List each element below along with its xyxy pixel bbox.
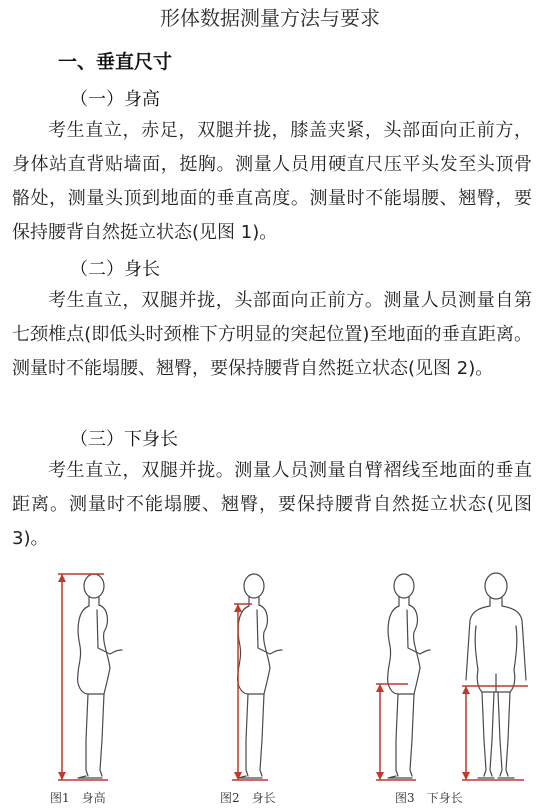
figure-3-caption xyxy=(395,789,463,806)
figure-1-height-illustration xyxy=(48,570,138,785)
page-title: 形体数据测量方法与要求 xyxy=(160,6,380,30)
figure-3-label: 下身长 xyxy=(426,791,463,805)
figure-1-caption xyxy=(50,789,106,806)
subheading-body-length: （二）身长 xyxy=(70,259,160,280)
figure-2-label: 身长 xyxy=(251,791,276,805)
figure-1-number: 图1 xyxy=(50,791,70,805)
subheading-lower-body-length: （三）下身长 xyxy=(70,429,178,450)
figure-2-caption xyxy=(220,789,276,806)
paragraph-height: 考生直立，赤足，双腿并拢，膝盖夹紧，头部面向正前方，身体站直背贴墙面，挺胸。测量人员用硬直尺压平头发至头顶骨骼处，测量头顶到地面的垂直高度。测量时不能塌腰、翘臀，要保持腰背自然挺立状态(见图 1)。 xyxy=(12,120,532,243)
figure-1-label: 身高 xyxy=(81,791,106,805)
section-heading: 一、垂直尺寸 xyxy=(58,51,173,73)
subheading-height: （一）身高 xyxy=(70,89,160,110)
figure-3-lower-body-length-illustration xyxy=(368,570,538,785)
figure-3-number: 图3 xyxy=(395,791,415,805)
paragraph-body-length: 考生直立，双腿并拢，头部面向正前方。测量人员测量自第七颈椎点(即低头时颈椎下方明显的突起位置)至地面的垂直距离。测量时不能塌腰、翘臀，要保持腰背自然挺立状态(见图 2)。 xyxy=(12,290,532,379)
paragraph-lower-body-length: 考生直立，双腿并拢。测量人员测量自臂褶线至地面的垂直距离。测量时不能塌腰、翘臀，要保持腰背自然挺立状态(见图 3)。 xyxy=(12,460,532,549)
figure-2-body-length-illustration xyxy=(208,570,298,785)
figure-2-number: 图2 xyxy=(220,791,240,805)
